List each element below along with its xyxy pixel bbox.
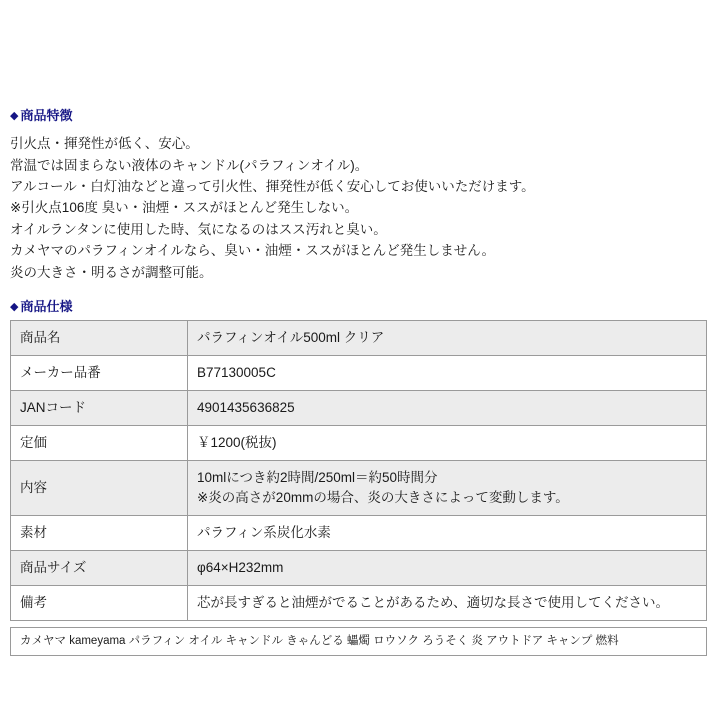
spec-value-line: 4901435636825	[197, 400, 295, 416]
spec-value-line: φ64×H232mm	[197, 560, 284, 576]
features-section-heading	[10, 108, 710, 124]
spec-table	[10, 320, 707, 621]
spec-value	[188, 321, 707, 356]
spec-value-line: パラフィンオイル500ml クリア	[197, 330, 385, 346]
spec-value-line: 10mlにつき約2時間/250ml＝約50時間分	[197, 470, 438, 486]
spec-label: メーカー品番	[11, 356, 188, 391]
content-column	[10, 108, 710, 656]
diamond-bullet-icon: ◆	[10, 110, 19, 122]
spec-label: 商品サイズ	[11, 551, 188, 586]
spec-value	[188, 516, 707, 551]
spec-value	[188, 391, 707, 426]
spec-value-line: パラフィン系炭化水素	[197, 525, 331, 541]
spec-value-line: ※炎の高さが20mmの場合、炎の大きさによって変動します。	[197, 490, 569, 506]
spec-value	[188, 356, 707, 391]
table-row	[11, 426, 707, 461]
table-row	[11, 391, 707, 426]
feature-line: 常温では固まらない液体のキャンドル(パラフィンオイル)。	[10, 157, 369, 173]
features-heading-label: 商品特徴	[20, 108, 73, 123]
spec-value-line: 芯が長すぎると油煙がでることがあるため、適切な長さで使用してください。	[197, 595, 669, 611]
feature-line: ※引火点106度 臭い・油煙・ススがほとんど発生しない。	[10, 200, 359, 216]
table-row	[11, 356, 707, 391]
spec-value	[188, 586, 707, 621]
features-paragraph	[10, 133, 710, 283]
table-row	[11, 516, 707, 551]
table-row	[11, 551, 707, 586]
keywords-bar: カメヤマ kameyama パラフィン オイル キャンドル きゃんどる 蠝燭 ロウソク ろうそく 炎 アウトドア キャンプ 燃料	[10, 627, 707, 656]
spec-label: 備考	[11, 586, 188, 621]
table-row	[11, 321, 707, 356]
spec-value	[188, 426, 707, 461]
spec-label: 商品名	[11, 321, 188, 356]
spec-label: 素材	[11, 516, 188, 551]
spec-value	[188, 461, 707, 516]
feature-line: アルコール・白灯油などと違って引火性、揮発性が低く安心してお使いいただけます。	[10, 178, 535, 194]
spec-value-line: B77130005C	[197, 365, 276, 381]
spec-value	[188, 551, 707, 586]
spec-label: JANコード	[11, 391, 188, 426]
feature-line: カメヤマのパラフィンオイルなら、臭い・油煙・ススがほとんど発生しません。	[10, 243, 496, 259]
spec-section-heading	[10, 299, 710, 315]
spec-value-line: ￥1200(税抜)	[197, 435, 277, 451]
diamond-bullet-icon: ◆	[10, 300, 19, 313]
spec-label: 定価	[11, 426, 188, 461]
table-row	[11, 586, 707, 621]
table-row	[11, 461, 707, 516]
spec-label: 内容	[11, 461, 188, 516]
feature-line: 炎の大きさ・明るさが調整可能。	[10, 264, 213, 280]
spec-heading-label: 商品仕様	[20, 298, 73, 314]
feature-line: 引火点・揮発性が低く、安心。	[10, 136, 199, 152]
feature-line: オイルランタンに使用した時、気になるのはスス汚れと臭い。	[10, 221, 387, 237]
